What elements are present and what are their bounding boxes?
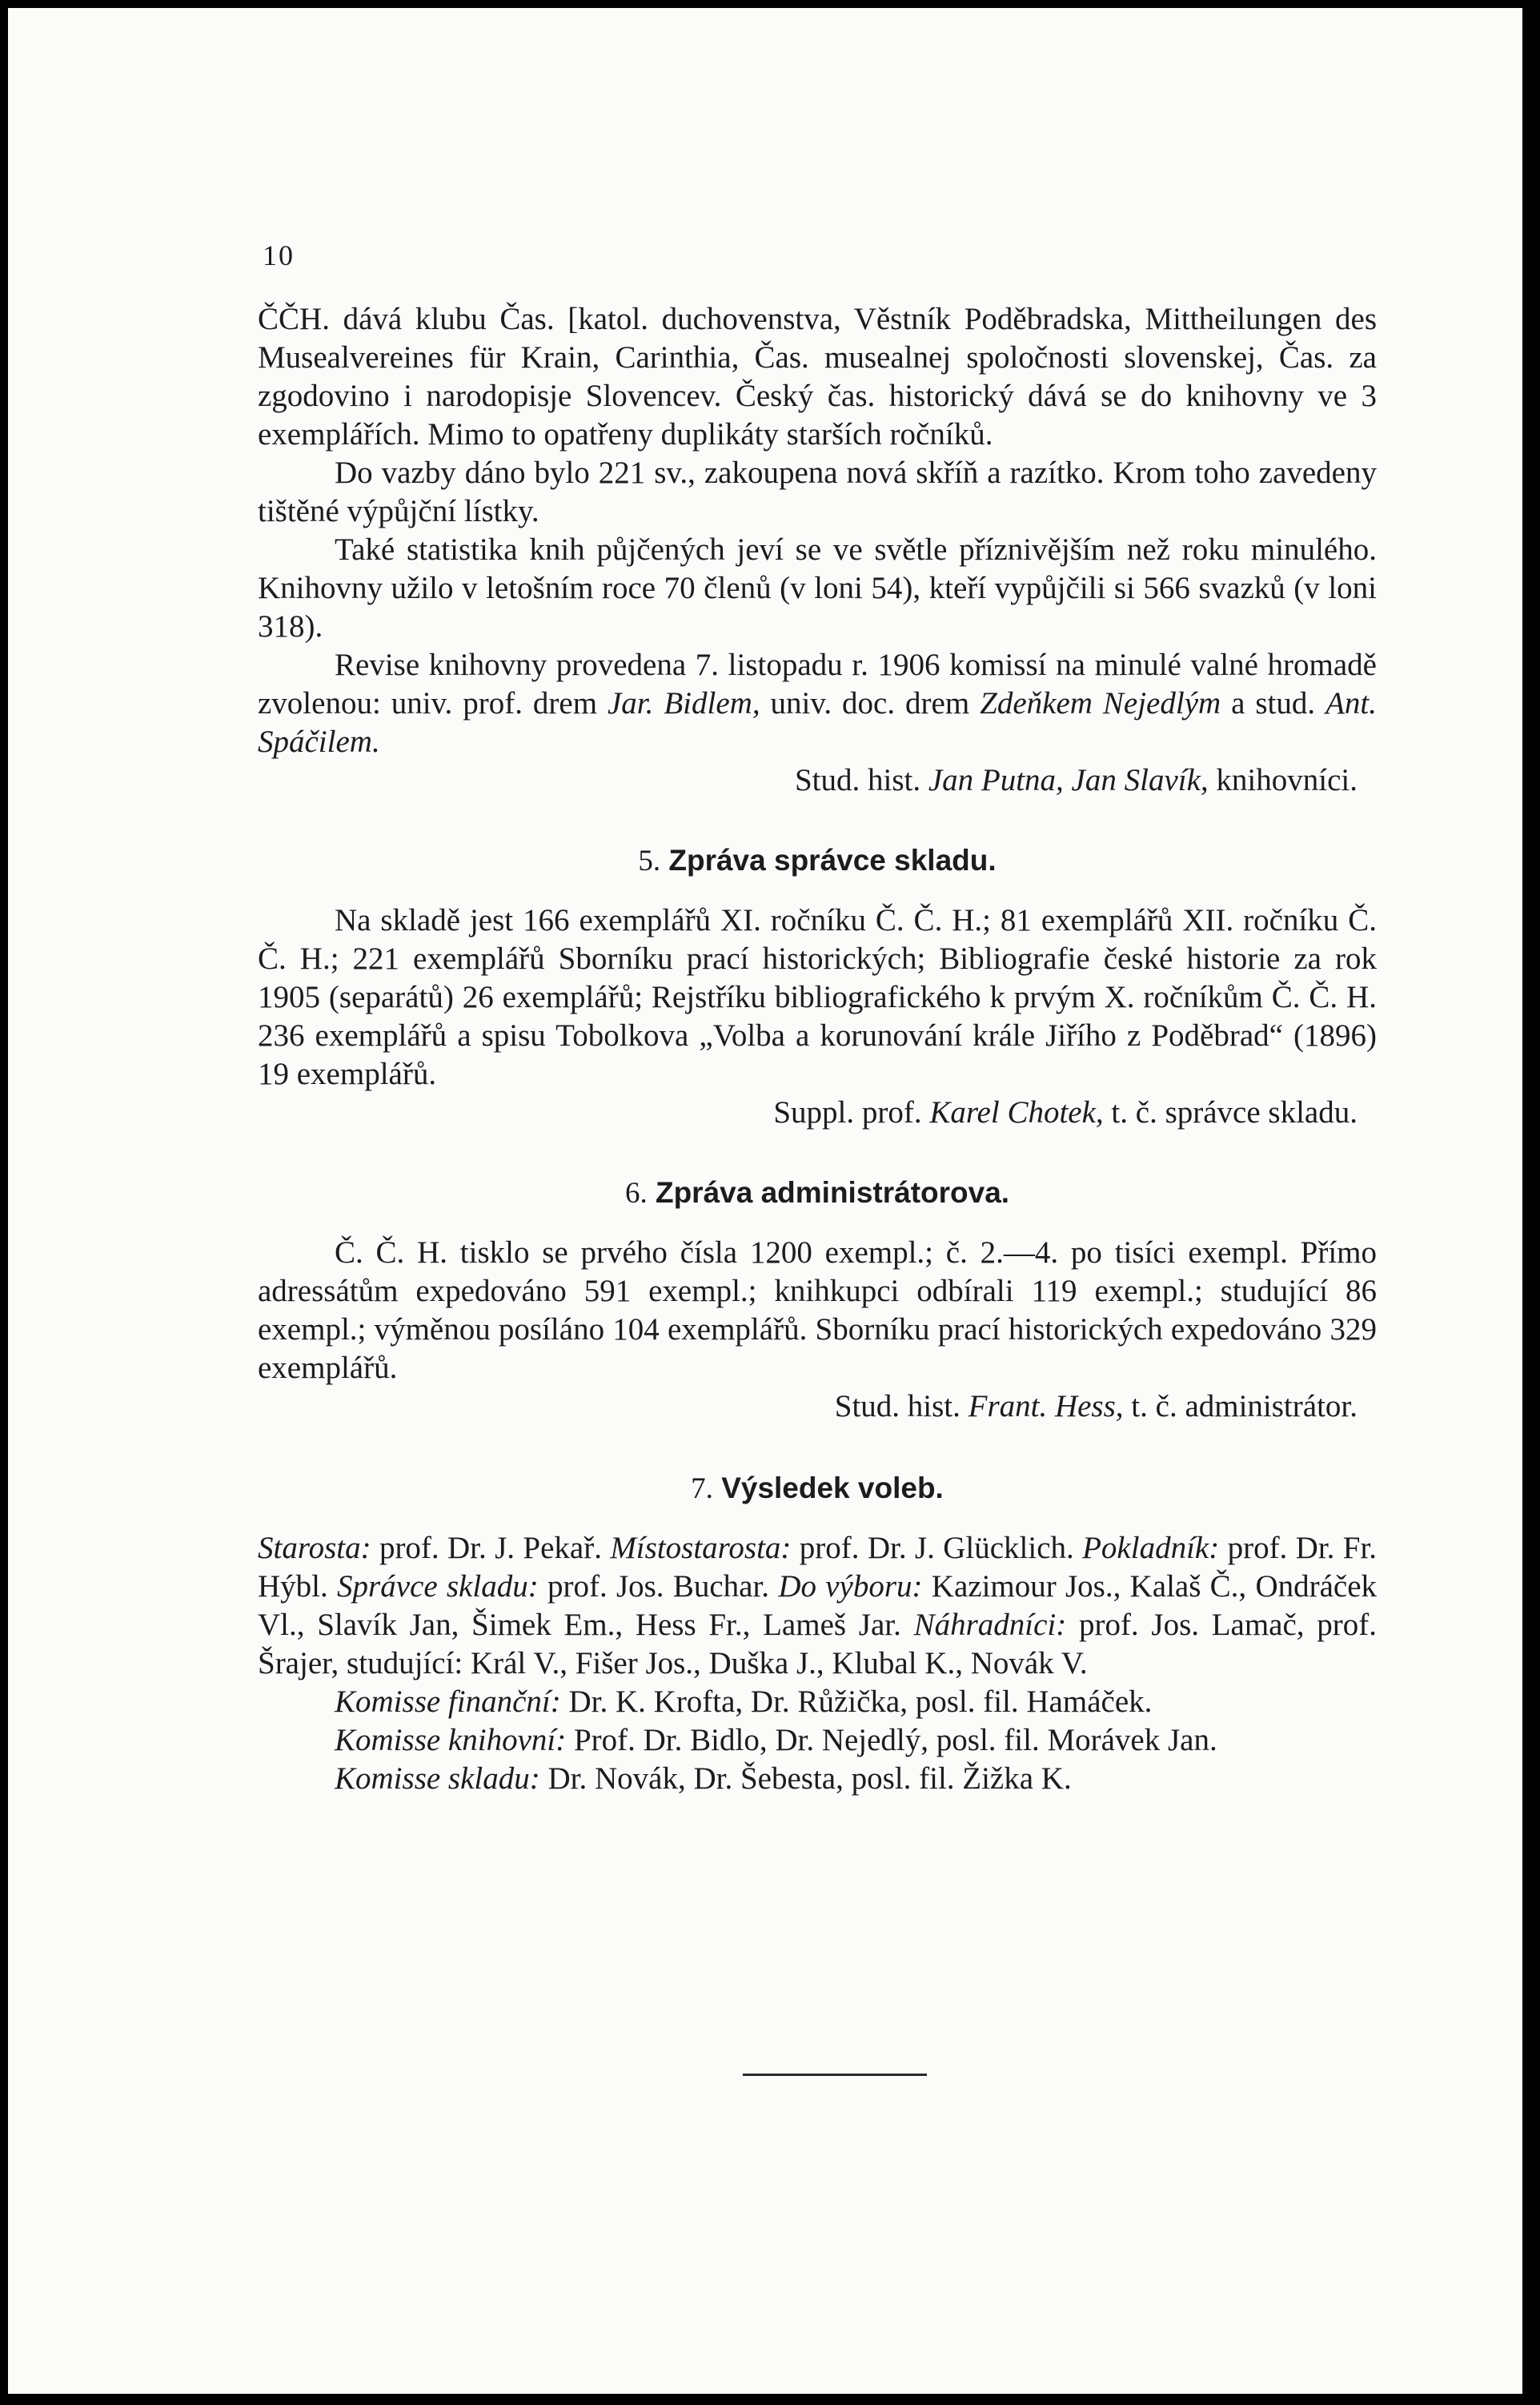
election-officers: Starosta: prof. Dr. J. Pekař. Místostarosta: prof. Dr. J. Glücklich. Pokladník: prof. Dr. Fr. Hýbl. Správce skladu: prof. Jos. Buchar. Do výboru: Kazimour Jos., Kalaš Č., Ondráček Vl., Slavík Jan, Šimek Em., Hess Fr., Lameš Jar. Náhradníci: prof. Jos. Lamač, prof. Šrajer, studující: Král V., Fišer Jos., Duška J., Klubal K., Novák V.: [258, 1531, 1378, 1680]
paragraph-statistics: Také statistika knih půjčených jeví se ve světle příznivějším než roku minulého. Knihovny užilo v letošním roce 70 členů (v loni 54), kteří vypůjčili si 566 svazků (v loni 318).: [258, 532, 1377, 644]
section-6-heading: 6. Zpráva administrátorova.: [624, 1176, 1010, 1210]
committee-finance: Komisse finanční: Dr. K. Krofta, Dr. Růžička, posl. fil. Hamáček.: [335, 1684, 1153, 1719]
signature-warehouse: Suppl. prof. Karel Chotek, t. č. správce skladu.: [773, 1095, 1358, 1130]
section-5-body: Na skladě jest 166 exemplářů XI. ročníku Č. Č. H.; 81 exemplářů XII. ročníku Č. Č. H.; 221 exemplářů Sborníku prací historických; Bibliografie české historie za rok 1905 (separátů) 26 exemplářů; Rejstříku bibliografického k prvým X. ročníkům Č. Č. H. 236 exemplářů a spisu Tobolkova „Volba a korunování krále Jiřího z Poděbrad“ (1896) 19 exemplářů.: [258, 903, 1377, 1091]
document-page: [8, 8, 1522, 2394]
signature-librarians: Stud. hist. Jan Putna, Jan Slavík, knihovníci.: [794, 763, 1358, 797]
section-7-heading: 7. Výsledek voleb.: [691, 1472, 944, 1505]
end-rule: [743, 2074, 927, 2076]
section-6-body: Č. Č. H. tisklo se prvého čísla 1200 exempl.; č. 2.—4. po tisíci exempl. Přímo adressátům expedováno 591 exempl.; knihkupci odbírali 119 exempl.; studující 86 exempl.; výměnou posíláno 104 exemplářů. Sborníku prací historických expedováno 329 exemplářů.: [258, 1235, 1377, 1385]
signature-administrator: Stud. hist. Frant. Hess, t. č. administrátor.: [834, 1389, 1358, 1423]
committee-warehouse: Komisse skladu: Dr. Novák, Dr. Šebesta, posl. fil. Žižka K.: [335, 1761, 1072, 1796]
paragraph-periodicals: ČČH. dává klubu Čas. [katol. duchovenstva, Věstník Poděbradska, Mittheilungen des Musealvereines für Krain, Carinthia, Čas. musealnej spoločnosti slovenskej, Čas. za zgodovino i narodopisje Slovencev. Český čas. historický dává se do knihovny ve 3 exemplářích. Mimo to opatřeny duplikáty starších ročníků.: [258, 302, 1377, 452]
section-5-heading: 5. Zpráva správce skladu.: [638, 844, 997, 877]
paragraph-revision: Revise knihovny provedena 7. listopadu r. 1906 komissí na minulé valné hromadě zvolenou: univ. prof. drem Jar. Bidlem, univ. doc. drem Zdeňkem Nejedlým a stud. Ant. Spáčilem.: [258, 648, 1378, 759]
page-text: [258, 300, 1377, 1798]
page-number: 10: [263, 239, 295, 271]
paragraph-binding: Do vazby dáno bylo 221 sv., zakoupena nová skříň a razítko. Krom toho zavedeny tištěné výpůjční lístky.: [258, 456, 1377, 528]
committee-library: Komisse knihovní: Prof. Dr. Bidlo, Dr. Nejedlý, posl. fil. Morávek Jan.: [335, 1723, 1217, 1757]
